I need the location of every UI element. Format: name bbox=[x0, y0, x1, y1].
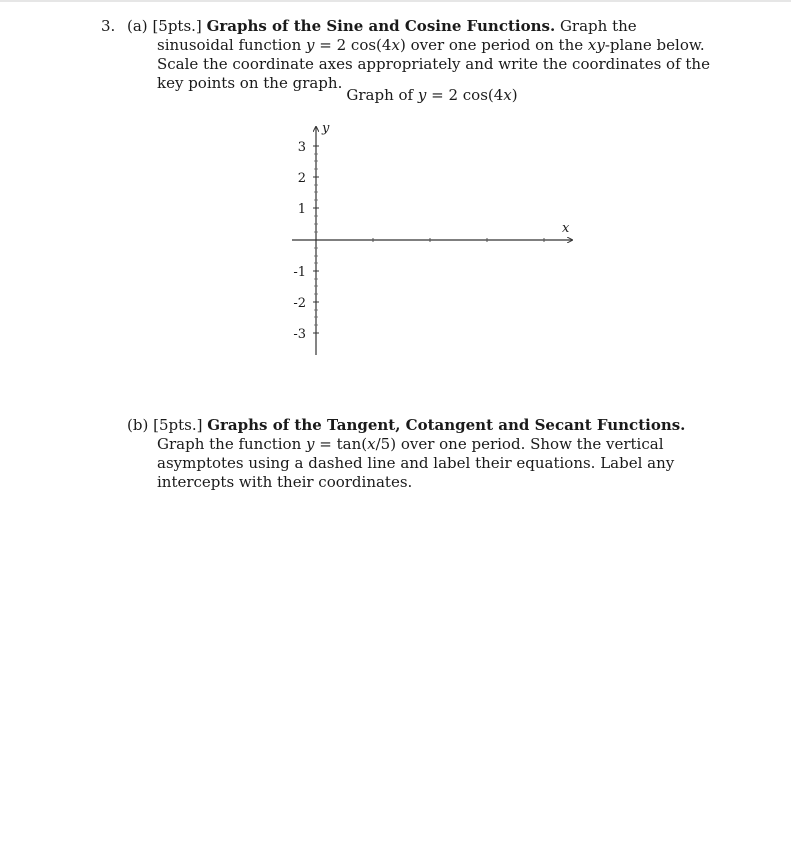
part-a-plane: xy bbox=[587, 36, 605, 54]
part-b-text-1: Graph the function bbox=[157, 435, 302, 453]
part-a-text-1: Graph the sinusoidal function bbox=[157, 17, 637, 54]
graph-title: Graph of y = 2 cos(4x) bbox=[346, 86, 518, 104]
part-a-label: (a) bbox=[127, 17, 148, 35]
y-tick-label: -2 bbox=[293, 296, 306, 311]
part-b bbox=[127, 416, 712, 492]
y-tick-label: 3 bbox=[297, 140, 306, 155]
page-top-rule bbox=[0, 0, 791, 2]
part-a-text-3: -plane below. Scale the coordinate axes appropriately and write the coordinates of the key points on the graph. bbox=[157, 36, 710, 92]
part-b-heading: Graphs of the Tangent, Cotangent and Secant Functions. bbox=[207, 416, 686, 434]
part-a-text-2: over one period on the bbox=[410, 36, 584, 54]
part-b-text bbox=[127, 416, 712, 492]
y-axis-label: y bbox=[322, 121, 330, 136]
part-a-text bbox=[127, 17, 712, 93]
graph-svg bbox=[280, 115, 580, 365]
x-axis-label: x bbox=[562, 221, 570, 236]
problem-number: 3. bbox=[101, 17, 116, 35]
part-a-function: y = 2 cos(4x) bbox=[306, 36, 406, 54]
part-a-heading: Graphs of the Sine and Cosine Functions. bbox=[206, 17, 556, 35]
y-tick-label: -1 bbox=[293, 265, 306, 280]
part-b-points: [5pts.] bbox=[153, 416, 203, 434]
part-b-label: (b) bbox=[127, 416, 149, 434]
y-tick-label: 1 bbox=[297, 202, 306, 217]
part-b-text-2: over one period. Show the vertical asymptotes using a dashed line and label their equations. Label any intercepts with their coordinates. bbox=[157, 435, 675, 491]
part-b-function: y = tan(x/5) bbox=[306, 435, 397, 453]
y-tick-label: 2 bbox=[297, 171, 306, 186]
part-a bbox=[127, 17, 712, 93]
part-a-points: [5pts.] bbox=[152, 17, 202, 35]
coordinate-graph bbox=[280, 115, 580, 365]
y-tick-label: -3 bbox=[293, 327, 306, 342]
